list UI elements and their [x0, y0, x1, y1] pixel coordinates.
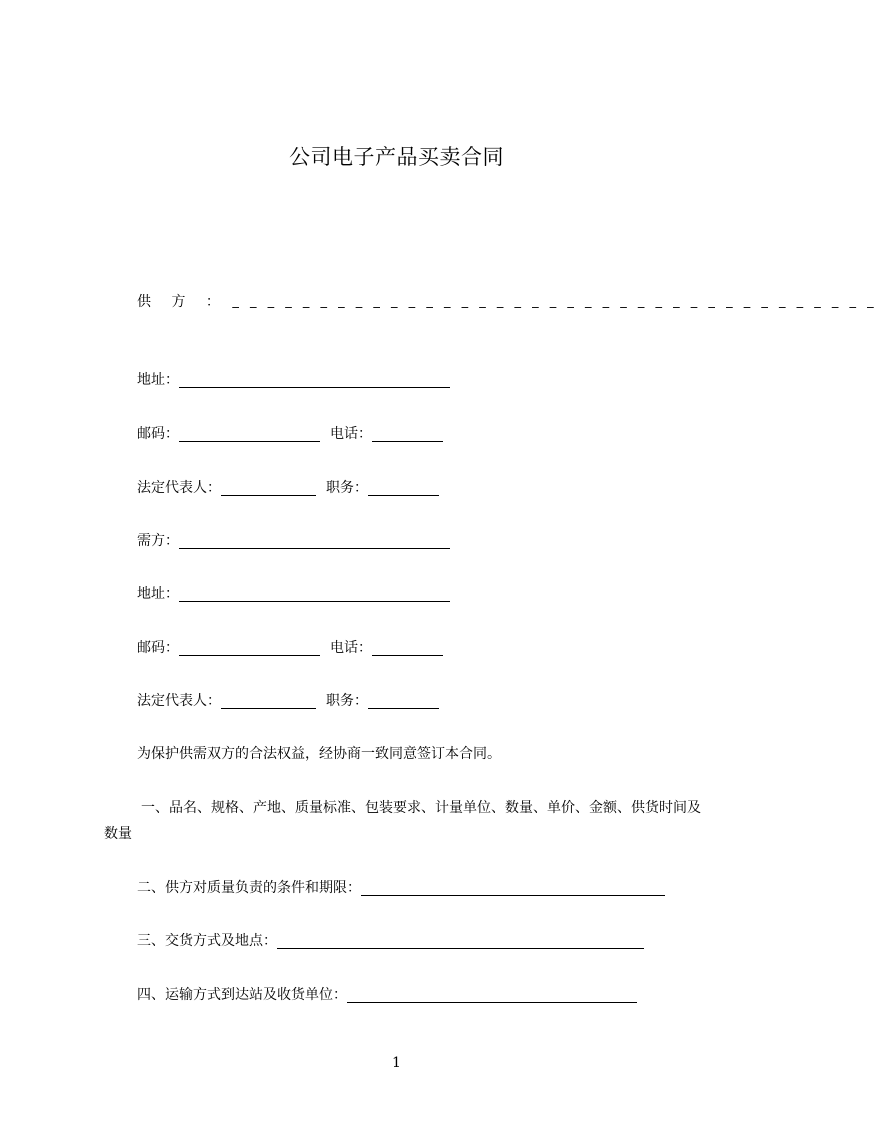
clause-3	[137, 931, 644, 951]
supplier-address-row	[137, 370, 450, 390]
clause-1	[104, 795, 704, 847]
buyer-address-row	[137, 584, 450, 604]
clause-3-field[interactable]	[277, 933, 644, 949]
clause-1-text: 一、品名、规格、产地、质量标准、包装要求、计量单位、数量、单价、金额、供货时间及数量	[104, 800, 701, 842]
page-number: 1	[392, 1055, 401, 1071]
clause-3-label: 三、交货方式及地点：	[137, 933, 277, 949]
buyer-legal-rep-field[interactable]	[221, 693, 316, 709]
clause-2-field[interactable]	[361, 880, 665, 896]
supplier-postcode-field[interactable]	[179, 426, 320, 442]
supplier-phone-field[interactable]	[372, 426, 443, 442]
supplier-phone-label: 电话：	[330, 426, 372, 442]
buyer-postcode-field[interactable]	[179, 640, 320, 656]
buyer-phone-field[interactable]	[372, 640, 443, 656]
buyer-position-label: 职务：	[326, 693, 368, 709]
supplier-legal-rep-label: 法定代表人：	[137, 480, 221, 496]
supplier-rep-row	[137, 478, 439, 498]
supplier-legal-rep-field[interactable]	[221, 480, 316, 496]
buyer-position-field[interactable]	[368, 693, 439, 709]
clause-2-label: 二、供方对质量负责的条件和期限：	[137, 880, 361, 896]
buyer-postcode-label: 邮码：	[137, 640, 179, 656]
intro-paragraph: 为保护供需双方的合法权益，经协商一致同意签订本合同。	[137, 746, 501, 762]
clause-2	[137, 878, 665, 898]
supplier-label: 供 方 ：	[137, 294, 228, 310]
document-title: 公司电子产品买卖合同	[289, 145, 504, 169]
clause-4-field[interactable]	[347, 987, 637, 1003]
supplier-address-field[interactable]	[179, 372, 450, 388]
supplier-position-label: 职务：	[326, 480, 368, 496]
buyer-legal-rep-label: 法定代表人：	[137, 693, 221, 709]
buyer-name-field[interactable]	[179, 533, 450, 549]
buyer-rep-row	[137, 691, 439, 711]
buyer-contact-row	[137, 638, 443, 658]
buyer-address-label: 地址：	[137, 586, 179, 602]
buyer-label: 需方：	[137, 533, 179, 549]
supplier-address-label: 地址：	[137, 372, 179, 388]
supplier-contact-row	[137, 424, 443, 444]
clause-4	[137, 985, 637, 1005]
buyer-phone-label: 电话：	[330, 640, 372, 656]
buyer-row	[137, 531, 450, 551]
supplier-position-field[interactable]	[368, 480, 439, 496]
clause-4-label: 四、运输方式到达站及收货单位：	[137, 987, 347, 1003]
supplier-postcode-label: 邮码：	[137, 426, 179, 442]
supplier-name-field[interactable]: _ _ _ _ _ _ _ _ _ _ _ _ _ _ _ _ _ _ _ _ _ _ _ _ _ _ _ _ _ _ _ _ _ _ _ _ _	[232, 294, 877, 309]
supplier-row	[137, 292, 877, 312]
buyer-address-field[interactable]	[179, 586, 450, 602]
